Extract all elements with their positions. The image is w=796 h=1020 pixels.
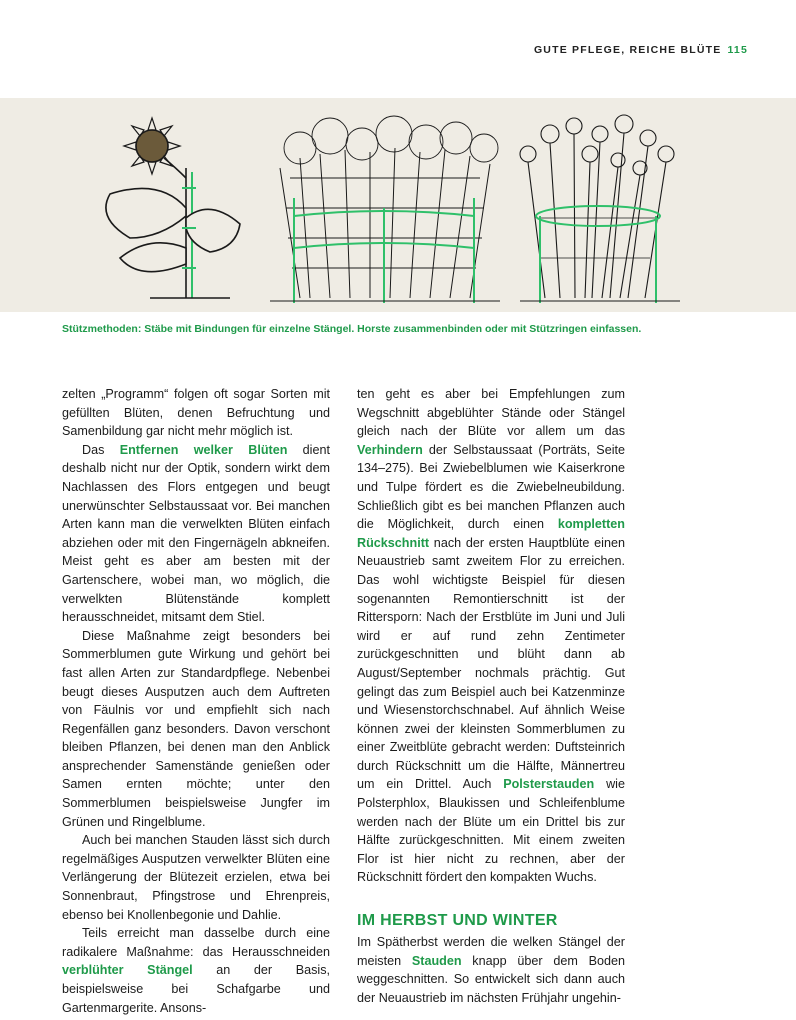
highlight-term: Verhindern — [357, 442, 423, 457]
text-run: an der Basis, beispielsweise bei Schafgarbe und Gartenmargerite. Ansons- — [62, 963, 330, 1015]
text-run: Das — [82, 442, 120, 457]
highlight-term: Polsterstauden — [503, 777, 595, 792]
text-column-left — [62, 385, 330, 1017]
page-number: 115 — [727, 44, 748, 56]
paragraph — [62, 924, 330, 1017]
highlight-term: verblühter Stängel — [62, 963, 193, 978]
paragraph: Auch bei manchen Stauden lässt sich durch regelmäßiges Ausputzen verwelkter Blüten eine Verlängerung der Blütezeit erzielen, etwa bei Sonnenbraut, Pfingstrose und Ehrenpreis, ebenso bei Knollenbegonie und Dahlie. — [62, 833, 330, 922]
chapter-title: GUTE PFLEGE, REICHE BLÜTE — [533, 44, 722, 56]
perennial-clump-with-grid-icon — [270, 116, 500, 303]
section-heading: IM HERBST UND WINTER — [357, 912, 558, 930]
highlight-term: Stauden — [411, 953, 462, 968]
text-run: wie Polsterphlox, Blaukissen und Schleifenblume werden nach der Blüte um ein Drittel bis zur Hälfte zurückgeschnitten. Mit einem zweiten Flor ist hier nicht zu rechnen, aber der Rückschnitt fördert den kompakten Wuchs. — [357, 777, 625, 885]
text-column-right — [357, 385, 625, 1007]
highlight-term: kompletten Rückschnitt — [357, 517, 625, 550]
illustration-panel — [0, 98, 796, 312]
paragraph: Diese Maßnahme zeigt besonders bei Sommerblumen gute Wirkung und gehört bei fast allen Arten zur Standardpflege. Nebenbei beugt dieses Ausputzen auch dem Auftreten von Fäulnis vor und empfiehlt sich nach Regenfällen ganz besonders. Davon verschont bleiben Pflanzen, bei denen man den Anblick ansprechender Samenstände genießen oder Samen ernten möchte; unter den Sommerblumen beispielsweise Jungfer im Grünen und Ringelblume. — [62, 628, 330, 829]
paragraph — [357, 933, 625, 1007]
text-run: dient deshalb nicht nur der Optik, sondern wirkt dem Nachlassen des Flors entgegen und beugt unerwünschter Selbstaussaat vor. Bei manchen Arten kann man die verwelkten Blüten einfach abziehen oder mit den Fingernägeln abkneifen. Meist geht es aber am besten mit der Gartenschere, wobei man, wo möglich, die verwelkten Blütenstände komplett herausschneidet, mitsamt dem Stiel. — [62, 442, 330, 625]
paragraph — [357, 385, 625, 887]
text-run: nach der ersten Hauptblüte einen Neuaustrieb samt zweitem Flor zu erreichen. Das wohl wichtigste Beispiel für diesen sogenannten Remontierschnitt ist der Rittersporn: Nach der Erstblüte im Juni und Juli wird er auf rund zehn Zentimeter zurückgeschnitten und blüht dann ab August/September nochmals prächtig. Gut gelingt das zum Beispiel auch bei Katzenminze und Wiesenstorchschnabel. Auf ähnlich Weise können zwei der kleinsten Sommerblumen zu einer Zweitblüte gebracht werden: Duftsteinrich durch Rückschnitt um die Hälfte, Männertreu um ein Drittel. Auch — [357, 535, 625, 792]
text-run: der Selbstaussaat (Porträts, Seite 134–275). Bei Zwiebelblumen wie Kaiserkrone und Tulpe fördert es die Zwiebelneubildung. Schließlich gibt es bei manchen Pflanzen auch die Möglichkeit, durch einen — [357, 442, 625, 532]
figure-caption: Stützmethoden: Stäbe mit Bindungen für einzelne Stängel. Horste zusammenbinden oder mit Stützringen einfassen. — [62, 323, 642, 335]
text-run: Teils erreicht man dasselbe durch eine radikalere Maßnahme: das Herausschneiden — [62, 926, 330, 959]
running-header — [534, 44, 748, 56]
support-methods-illustration — [0, 98, 796, 312]
text-run: ten geht es aber bei Empfehlungen zum Wegschnitt abgeblühter Stände oder Stängel gleich nach der Blüte vor allem um das — [357, 387, 625, 439]
sunflower-with-stake-icon — [106, 118, 240, 298]
highlight-term: Entfernen welker Blüten — [119, 442, 288, 457]
paragraph — [62, 441, 330, 627]
text-run: knapp über dem Boden weggeschnitten. So entwickelt sich dann auch der Neuaustrieb im nächsten Frühjahr ungehin- — [357, 953, 625, 1005]
paragraph: zelten „Programm“ folgen oft sogar Sorten mit gefüllten Blüten, denen Befruchtung und Samenbildung gar nicht mehr möglich ist. — [62, 387, 330, 439]
flowers-with-ring-support-icon — [520, 115, 680, 303]
text-run: Im Spätherbst werden die welken Stängel der meisten — [357, 935, 625, 968]
